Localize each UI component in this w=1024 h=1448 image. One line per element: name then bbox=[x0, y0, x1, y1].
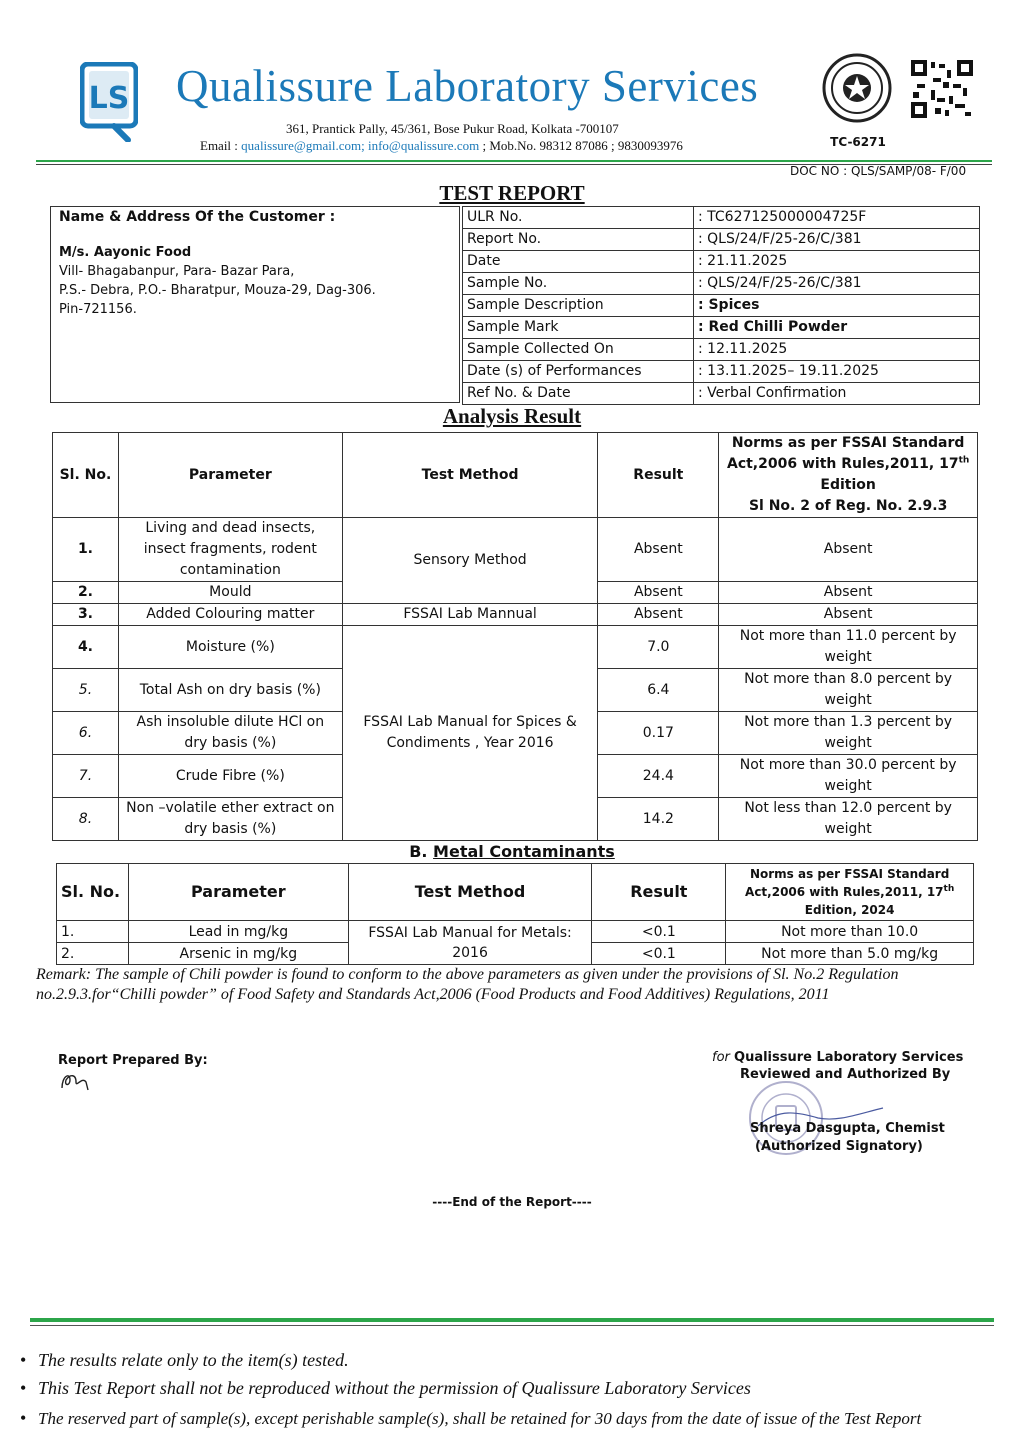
analysis-table bbox=[52, 432, 978, 841]
table-row bbox=[463, 361, 980, 383]
bullet-icon: • bbox=[20, 1350, 27, 1370]
row-parameter: Arsenic in mg/kg bbox=[128, 943, 348, 965]
report-title: TEST REPORT bbox=[439, 181, 585, 205]
lab-address: 361, Prantick Pally, 45/361, Bose Pukur Road, Kolkata -700107 bbox=[286, 121, 619, 136]
accreditation-code: TC-6271 bbox=[830, 135, 886, 149]
info-value: : Spices bbox=[694, 295, 980, 317]
row-parameter: Total Ash on dry basis (%) bbox=[118, 669, 342, 712]
table-row bbox=[53, 604, 978, 626]
table-header-row bbox=[57, 864, 974, 921]
info-key: Sample Collected On bbox=[463, 339, 694, 361]
table-row bbox=[463, 339, 980, 361]
row-parameter: Moisture (%) bbox=[118, 626, 342, 669]
footnote: • This Test Report shall not be reproduced without the permission of Qualissure Laboratory Services bbox=[20, 1378, 751, 1398]
row-norm: Not more than 1.3 percent by weight bbox=[719, 712, 978, 755]
row-norm: Absent bbox=[719, 604, 978, 626]
info-key: Sample No. bbox=[463, 273, 694, 295]
metal-section-title: B. Metal Contaminants bbox=[409, 842, 615, 861]
lab-logo bbox=[80, 62, 138, 142]
info-value: : QLS/24/F/25-26/C/381 bbox=[694, 229, 980, 251]
col-header-sl: Sl. No. bbox=[57, 864, 129, 921]
table-row bbox=[463, 317, 980, 339]
signature-icon bbox=[58, 1068, 98, 1094]
customer-heading: Name & Address Of the Customer : bbox=[59, 209, 336, 225]
customer-box bbox=[50, 206, 460, 403]
info-value: : 12.11.2025 bbox=[694, 339, 980, 361]
col-header-parameter: Parameter bbox=[118, 433, 342, 518]
chemist-name: Shreya Dasgupta, Chemist bbox=[750, 1121, 945, 1136]
reviewed-by-label: Reviewed and Authorized By bbox=[740, 1067, 951, 1082]
info-value: : Red Chilli Powder bbox=[694, 317, 980, 339]
row-sl: 3. bbox=[53, 604, 119, 626]
row-sl: 7. bbox=[53, 755, 119, 798]
col-header-norms: Norms as per FSSAI Standard Act,2006 with Rules,2011, 17th Edition Sl No. 2 of Reg. No. 2.9.3 bbox=[719, 433, 978, 518]
footnote: • The results relate only to the item(s) tested. bbox=[20, 1350, 349, 1370]
row-sl: 8. bbox=[53, 798, 119, 841]
row-norm: Not more than 8.0 percent by weight bbox=[719, 669, 978, 712]
row-sl: 5. bbox=[53, 669, 119, 712]
row-result: Absent bbox=[598, 604, 719, 626]
customer-address-line: P.S.- Debra, P.O.- Bharatpur, Mouza-29, Dag-306. bbox=[59, 283, 376, 298]
col-header-sl: Sl. No. bbox=[53, 433, 119, 518]
col-header-norms: Norms as per FSSAI Standard Act,2006 with Rules,2011, 17th Edition, 2024 bbox=[726, 864, 974, 921]
row-sl: 2. bbox=[57, 943, 129, 965]
info-value: : QLS/24/F/25-26/C/381 bbox=[694, 273, 980, 295]
table-row bbox=[463, 207, 980, 229]
row-norm: Not more than 30.0 percent by weight bbox=[719, 755, 978, 798]
logo-letters: LS bbox=[88, 81, 130, 116]
row-method: Sensory Method bbox=[342, 518, 598, 604]
info-key: Date bbox=[463, 251, 694, 273]
mobile-numbers: ; Mob.No. 98312 87086 ; 9830093976 bbox=[479, 138, 683, 153]
customer-address-line: Pin-721156. bbox=[59, 302, 137, 317]
accreditation-seal-icon bbox=[818, 52, 896, 124]
row-result: Absent bbox=[598, 582, 719, 604]
info-key: Ref No. & Date bbox=[463, 383, 694, 405]
row-result: Absent bbox=[598, 518, 719, 582]
analysis-title: Analysis Result bbox=[442, 404, 582, 428]
bullet-icon: • bbox=[20, 1378, 27, 1398]
info-value: : Verbal Confirmation bbox=[694, 383, 980, 405]
row-result: 7.0 bbox=[598, 626, 719, 669]
row-result: 24.4 bbox=[598, 755, 719, 798]
row-result: 0.17 bbox=[598, 712, 719, 755]
header-rule bbox=[36, 160, 992, 162]
info-key: Report No. bbox=[463, 229, 694, 251]
row-result: 14.2 bbox=[598, 798, 719, 841]
info-key: Date (s) of Performances bbox=[463, 361, 694, 383]
row-sl: 4. bbox=[53, 626, 119, 669]
row-result: <0.1 bbox=[592, 921, 726, 943]
row-norm: Absent bbox=[719, 518, 978, 582]
col-header-method: Test Method bbox=[348, 864, 592, 921]
info-value: : 21.11.2025 bbox=[694, 251, 980, 273]
info-key: ULR No. bbox=[463, 207, 694, 229]
metal-table bbox=[56, 863, 974, 965]
info-key: Sample Description bbox=[463, 295, 694, 317]
row-method: FSSAI Lab Mannual bbox=[342, 604, 598, 626]
email-value[interactable]: qualissure@gmail.com; info@qualissure.com bbox=[241, 138, 480, 153]
row-parameter: Crude Fibre (%) bbox=[118, 755, 342, 798]
row-sl: 2. bbox=[53, 582, 119, 604]
row-result: <0.1 bbox=[592, 943, 726, 965]
info-value: : TC627125000004725F bbox=[694, 207, 980, 229]
info-key: Sample Mark bbox=[463, 317, 694, 339]
report-info-table bbox=[462, 206, 980, 405]
col-header-method: Test Method bbox=[342, 433, 598, 518]
row-norm: Not less than 12.0 percent by weight bbox=[719, 798, 978, 841]
row-result: 6.4 bbox=[598, 669, 719, 712]
table-row bbox=[463, 273, 980, 295]
row-sl: 1. bbox=[57, 921, 129, 943]
row-method: FSSAI Lab Manual for Spices & Condiments , Year 2016 bbox=[342, 626, 598, 841]
footer-rule-thin bbox=[30, 1325, 994, 1326]
authorized-signatory: (Authorized Signatory) bbox=[755, 1139, 923, 1154]
col-header-result: Result bbox=[598, 433, 719, 518]
row-parameter: Added Colouring matter bbox=[118, 604, 342, 626]
row-norm: Not more than 5.0 mg/kg bbox=[726, 943, 974, 965]
table-row bbox=[463, 251, 980, 273]
bullet-icon: • bbox=[20, 1408, 27, 1428]
qr-code-icon bbox=[911, 60, 973, 118]
info-value: : 13.11.2025– 19.11.2025 bbox=[694, 361, 980, 383]
doc-number: DOC NO : QLS/SAMP/08- F/00 bbox=[790, 164, 967, 178]
row-sl: 6. bbox=[53, 712, 119, 755]
table-row bbox=[53, 626, 978, 669]
row-method: FSSAI Lab Manual for Metals: 2016 bbox=[348, 921, 592, 965]
row-parameter: Lead in mg/kg bbox=[128, 921, 348, 943]
email-label: Email : bbox=[200, 138, 242, 153]
row-parameter: Ash insoluble dilute HCl on dry basis (%) bbox=[118, 712, 342, 755]
lab-name: Qualissure Laboratory Services bbox=[176, 61, 759, 111]
row-parameter: Non –volatile ether extract on dry basis (%) bbox=[118, 798, 342, 841]
row-norm: Absent bbox=[719, 582, 978, 604]
table-row bbox=[53, 518, 978, 582]
row-parameter: Living and dead insects, insect fragments, rodent contamination bbox=[118, 518, 342, 582]
table-row bbox=[463, 295, 980, 317]
row-sl: 1. bbox=[53, 518, 119, 582]
for-lab: for Qualissure Laboratory Services bbox=[712, 1050, 964, 1065]
footnote: • The reserved part of sample(s), except perishable sample(s), shall be retained for 30 days from the date of issue of the Test Report bbox=[20, 1408, 922, 1428]
remark: Remark: The sample of Chili powder is found to conform to the above parameters as given under the provisions of Sl. No.2 Regulation no.2.9.3.for“Chilli powder” of Food Safety and Standards Act,2006 (Food Products and Food Additives) Regulations, 2011 bbox=[36, 966, 899, 1003]
row-norm: Not more than 10.0 bbox=[726, 921, 974, 943]
end-of-report: ----End of the Report---- bbox=[432, 1195, 592, 1209]
row-norm: Not more than 11.0 percent by weight bbox=[719, 626, 978, 669]
table-header-row bbox=[53, 433, 978, 518]
table-row bbox=[463, 229, 980, 251]
table-row bbox=[57, 921, 974, 943]
footer-rule bbox=[30, 1318, 994, 1322]
row-parameter: Mould bbox=[118, 582, 342, 604]
prepared-by-label: Report Prepared By: bbox=[58, 1053, 208, 1068]
col-header-parameter: Parameter bbox=[128, 864, 348, 921]
table-row bbox=[463, 383, 980, 405]
customer-name: M/s. Aayonic Food bbox=[59, 245, 192, 260]
customer-address-line: Vill- Bhagabanpur, Para- Bazar Para, bbox=[59, 264, 295, 279]
col-header-result: Result bbox=[592, 864, 726, 921]
lab-contact bbox=[200, 138, 683, 154]
